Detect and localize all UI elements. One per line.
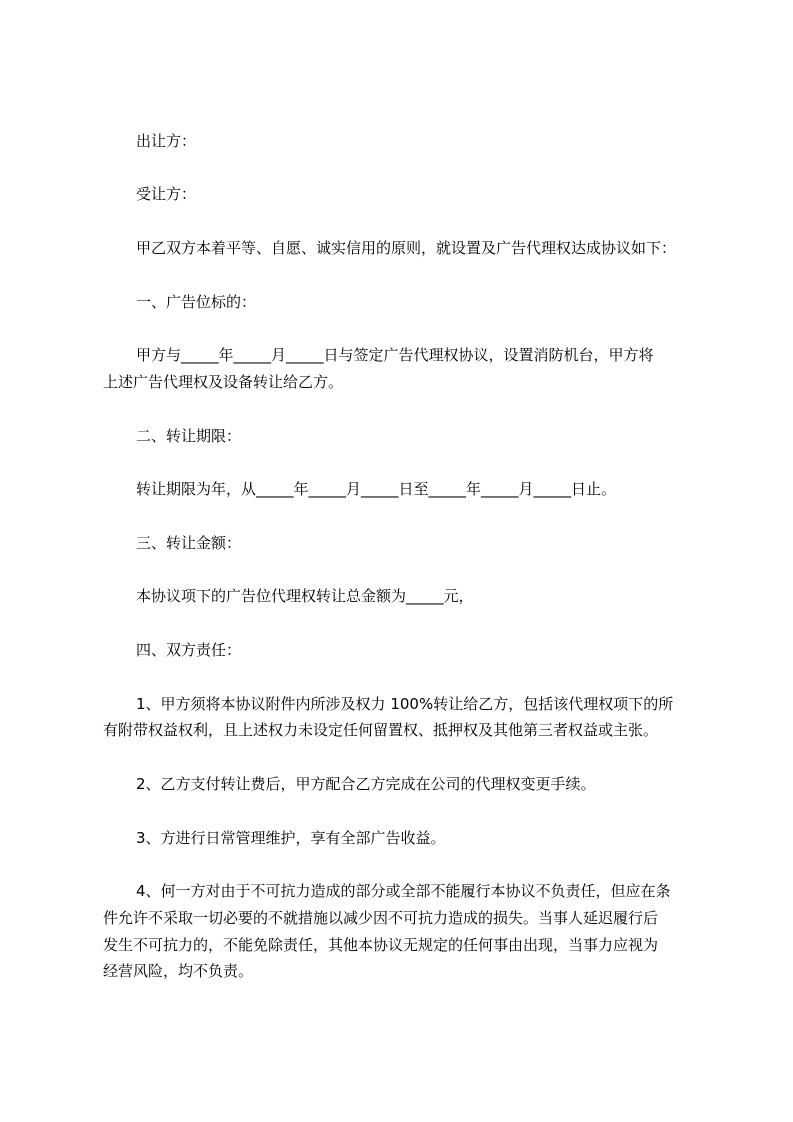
responsibility-item-1-line1: 1、甲方须将本协议附件内所涉及权力 100%转让给乙方，包括该代理权项下的所 bbox=[136, 695, 674, 713]
section-heading-term: 二、转让期限： bbox=[136, 427, 242, 445]
responsibility-item-4-line4: 经营风险，均不负责。 bbox=[103, 962, 254, 980]
responsibility-item-4-line3: 发生不可抗力的，不能免除责任，其他本协议无规定的任何事由出现，当事力应视为 bbox=[103, 936, 659, 954]
transferee-label: 受让方： bbox=[136, 185, 197, 203]
section-heading-responsibilities: 四、双方责任： bbox=[136, 641, 242, 659]
section-body-term: 转让期限为年，从_____年_____月_____日至_____年_____月_____日止。 bbox=[136, 480, 617, 498]
section-body-amount: 本协议项下的广告位代理权转让总金额为_____元， bbox=[136, 587, 474, 605]
responsibility-item-1-line2: 有附带权益权利，且上述权力未设定任何留置权、抵押权及其他第三者权益或主张。 bbox=[103, 721, 659, 739]
section-body-subject-line1: 甲方与_____年_____月_____日与签定广告代理权协议，设置消防机台，甲方将 bbox=[136, 346, 654, 364]
transferor-label: 出让方： bbox=[136, 132, 197, 150]
responsibility-item-4-line1: 4、何一方对由于不可抗力造成的部分或全部不能履行本协议不负责任，但应在条 bbox=[136, 882, 671, 900]
responsibility-item-4-line2: 件允许不采取一切必要的不就措施以减少因不可抗力造成的损失。当事人延迟履行后 bbox=[103, 909, 659, 927]
section-heading-amount: 三、转让金额： bbox=[136, 534, 242, 552]
intro-paragraph: 甲乙双方本着平等、自愿、诚实信用的原则，就设置及广告代理权达成协议如下： bbox=[136, 239, 677, 257]
section-body-subject-line2: 上述广告代理权及设备转让给乙方。 bbox=[103, 373, 344, 391]
responsibility-item-2: 2、乙方支付转让费后，甲方配合乙方完成在公司的代理权变更手续。 bbox=[136, 775, 596, 793]
section-heading-subject: 一、广告位标的： bbox=[136, 293, 257, 311]
responsibility-item-3: 3、方进行日常管理维护，享有全部广告收益。 bbox=[136, 829, 446, 847]
